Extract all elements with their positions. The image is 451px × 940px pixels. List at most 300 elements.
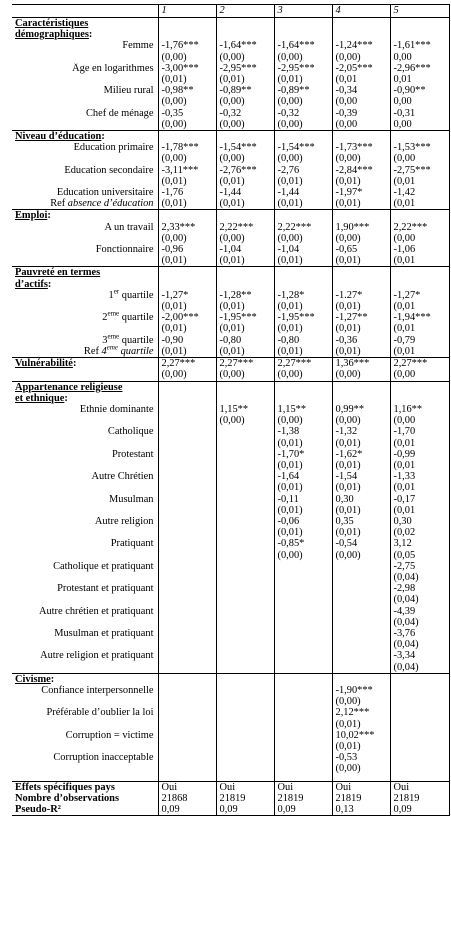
se-cell [158,550,216,561]
coef-cell: -0,11 [274,494,332,505]
ordinal-suffix: ème [107,312,120,318]
footer-cell: 21868 [158,793,216,804]
se-row [12,52,449,63]
footer-label: Pseudo-R² [12,804,158,816]
se-cell [216,482,274,493]
coef-cell [158,471,216,482]
coef-cell [158,752,216,763]
se-row [12,323,449,334]
se-cell: (0,00 [332,96,390,107]
coef-cell [216,426,274,437]
empty-cell [274,210,332,222]
section-colon: : [50,673,55,685]
coef-row [12,494,449,505]
empty-label [12,572,158,583]
coef-cell [216,707,274,718]
coef-cell: (0,01) [274,346,332,358]
se-cell [158,662,216,674]
se-row [12,176,449,187]
coef-cell: -0,65 [332,244,390,255]
se-row [12,74,449,85]
section-header-row [12,18,449,41]
coef-cell [158,628,216,639]
coef-cell: -0,06 [274,516,332,527]
coef-cell: 1,15** [274,404,332,415]
coef-cell [216,685,274,696]
coef-cell [390,752,449,763]
coef-cell: -2,75*** [390,165,449,176]
coef-cell [216,628,274,639]
empty-cell [158,131,216,143]
se-cell: (0,01) [216,74,274,85]
se-cell: (0,01) [158,74,216,85]
se-cell: (0,01 [390,323,449,334]
se-cell: (0,00) [216,52,274,63]
coef-cell [158,685,216,696]
coef-cell [158,561,216,572]
coef-cell [158,449,216,460]
ordinal-suffix: ème [107,334,120,341]
se-cell: (0,01) [216,255,274,267]
footer-cell: 0,09 [274,804,332,816]
se-row [12,438,449,449]
se-cell [390,719,449,730]
se-cell [158,415,216,426]
empty-cell [216,267,274,290]
coef-row [12,685,449,696]
se-cell: (0,01 [390,176,449,187]
se-cell: (0,01) [274,482,332,493]
empty-label [12,153,158,164]
se-cell: (0,01) [332,482,390,493]
coef-cell: -0,80 [216,335,274,346]
coef-cell: -0,17 [390,494,449,505]
se-cell: (0,00) [332,763,390,774]
coef-cell [274,685,332,696]
empty-label [12,460,158,471]
coef-row [12,404,449,415]
coef-cell [274,707,332,718]
empty-label [12,639,158,650]
section-title-line: d’actifs [15,278,48,290]
section-title-text: Civisme [15,673,51,685]
se-cell: (0,01) [274,460,332,471]
empty-label [12,52,158,63]
section-title [12,267,158,290]
se-cell: (0,00) [216,119,274,131]
coef-row [12,335,449,346]
empty-cell [390,210,449,222]
se-cell: (0,00) [332,696,390,707]
se-cell: (0,01 [332,74,390,85]
se-cell [158,460,216,471]
footer-cell: 0,09 [216,804,274,816]
se-cell [216,438,274,449]
row-label: A un travail [12,222,158,233]
coef-cell: -1,44 [216,187,274,198]
header-row [12,5,449,18]
coef-cell [274,583,332,594]
coef-cell [274,752,332,763]
footer-cell: 0,09 [390,804,449,816]
se-cell: (0,00) [158,153,216,164]
section-title [12,381,158,404]
coef-cell: -2,76*** [216,165,274,176]
se-cell: (0,01) [216,176,274,187]
row-label: Catholique [12,426,158,437]
quartile-number: 2 [102,312,108,324]
se-cell: (0,01) [274,176,332,187]
se-cell: (0,01 [390,255,449,267]
quartile-word: quartile [119,334,154,346]
coef-cell: -0,80 [274,335,332,346]
coef-cell: -1,94*** [390,312,449,323]
coef-row [12,650,449,661]
se-cell: (0,01) [274,505,332,516]
se-cell [216,639,274,650]
coef-cell: -0,90 [158,335,216,346]
coef-cell: -2,76 [274,165,332,176]
empty-cell [390,131,449,143]
se-row [12,550,449,561]
coef-cell: -1,95*** [274,312,332,323]
coef-cell: (0,01) [216,346,274,358]
se-cell: (0,00) [274,233,332,244]
se-cell: (0,01) [332,438,390,449]
row-label: Milieu rural [12,85,158,96]
table-body [12,5,449,816]
coef-cell: -1,78*** [158,142,216,153]
section-title-line: démographiques [15,29,89,41]
footer-cell: 21819 [216,793,274,804]
se-cell: (0,01) [274,438,332,449]
section-title [12,673,158,685]
coef-cell: -3,00*** [158,63,216,74]
se-row [12,255,449,267]
coef-row [12,244,449,255]
se-row [12,719,449,730]
coef-row [12,426,449,437]
row-label: Pratiquant [12,538,158,549]
empty-label [12,696,158,707]
quartile-label [109,290,154,301]
row-label: Autre Chrétien [12,471,158,482]
quartile-word: quartile [119,289,154,301]
se-cell [158,438,216,449]
empty-cell [274,267,332,290]
coef-cell: -1,53*** [390,142,449,153]
coef-row [12,752,449,763]
row-label [12,346,158,358]
coef-cell: -1,44 [274,187,332,198]
coef-row [12,85,449,96]
se-cell [158,639,216,650]
coef-cell [332,628,390,639]
empty-label [12,527,158,538]
coef-cell: 2,22*** [274,222,332,233]
coef-cell: -1,28** [216,290,274,301]
se-cell: (0,00) [332,550,390,561]
row-label: Fonctionnaire [12,244,158,255]
coef-cell: -0,89** [216,85,274,96]
se-cell: (0,00) [332,233,390,244]
coef-cell [158,494,216,505]
coef-row [12,108,449,119]
se-row [12,527,449,538]
coef-cell [216,730,274,741]
coef-cell: -1,27** [332,312,390,323]
se-cell: (0,01) [332,301,390,312]
coef-cell [216,752,274,763]
empty-cell [390,18,449,41]
coef-cell: 0,30 [390,516,449,527]
se-cell: (0,04) [390,617,449,628]
coef-cell: 0,35 [332,516,390,527]
row-label [12,312,158,323]
coef-cell: -1,97* [332,187,390,198]
quartile-label [102,335,153,346]
empty-label [12,369,158,381]
se-cell: (0,01) [216,301,274,312]
se-cell [158,505,216,516]
row-label: Protestant et pratiquant [12,583,158,594]
se-cell: (0,00 [390,369,449,381]
se-row [12,482,449,493]
coef-cell: -1,76 [158,187,216,198]
se-cell [158,763,216,774]
se-cell [216,763,274,774]
coef-row [12,561,449,572]
ordinal-suffix: ème [106,345,118,352]
coef-cell: -1.27* [332,290,390,301]
empty-label [12,594,158,605]
empty-cell [158,210,216,222]
empty-label [12,763,158,774]
se-cell: (0,00) [332,153,390,164]
coef-cell: 2,27*** [158,358,216,370]
se-cell: (0,00 [332,119,390,131]
coef-cell: (0,01) [274,198,332,210]
section-title-text: Vulnérabilité [15,358,73,370]
coef-cell: -0,31 [390,108,449,119]
quartile-number: 3 [102,334,108,346]
coef-cell [216,650,274,661]
row-label: Education universitaire [12,187,158,198]
se-cell [390,741,449,752]
coef-cell [158,538,216,549]
section-header-row [12,358,449,370]
se-cell [332,617,390,628]
coef-cell [158,516,216,527]
coef-cell [216,606,274,617]
coef-cell [158,650,216,661]
coef-cell: 2,27*** [274,358,332,370]
row-label: Protestant [12,449,158,460]
se-cell [274,741,332,752]
coef-cell: -1,61*** [390,40,449,51]
coef-cell: (0,01 [390,198,449,210]
coef-row [12,187,449,198]
empty-label [12,719,158,730]
coef-cell: -1,95*** [216,312,274,323]
empty-cell [158,673,216,685]
quartile-word: quartile [119,312,154,324]
coef-cell: 1,90*** [332,222,390,233]
se-cell [216,527,274,538]
se-cell [216,617,274,628]
coef-row [12,730,449,741]
empty-label [12,301,158,312]
coef-cell: -0,34 [332,85,390,96]
column-header: 3 [274,5,332,18]
se-cell: (0,00 [390,233,449,244]
row-label: Education primaire [12,142,158,153]
se-cell: 0,01 [390,74,449,85]
coef-cell: -1,76*** [158,40,216,51]
coef-cell [274,650,332,661]
empty-label [12,323,158,334]
se-cell [158,594,216,605]
se-cell [390,763,449,774]
empty-cell [216,381,274,404]
coef-cell: (0,01) [158,198,216,210]
se-row [12,617,449,628]
coef-cell: -0,90** [390,85,449,96]
coef-cell: -1,54 [332,471,390,482]
se-row [12,153,449,164]
coef-cell [216,471,274,482]
se-row [12,662,449,674]
coef-row [12,583,449,594]
coef-cell: -2,75 [390,561,449,572]
coef-cell: -2,00*** [158,312,216,323]
empty-label [12,255,158,267]
coef-row [12,165,449,176]
se-cell: (0,02 [390,527,449,538]
se-cell: (0,00) [158,52,216,63]
coef-cell: -1,28* [274,290,332,301]
se-cell: (0,01) [158,255,216,267]
section-header-row [12,381,449,404]
coef-cell: -0,89** [274,85,332,96]
footer-row [12,781,449,793]
coef-cell: -2,98 [390,583,449,594]
coef-cell [274,561,332,572]
empty-label [12,617,158,628]
empty-cell [274,381,332,404]
footer-label: Nombre d’observations [12,793,158,804]
se-cell: (0,00) [216,415,274,426]
se-cell [158,719,216,730]
coef-cell: -0,39 [332,108,390,119]
se-cell: (0,04) [390,572,449,583]
coef-cell [216,561,274,572]
coef-cell: -3,34 [390,650,449,661]
coef-cell: (0,01) [216,198,274,210]
section-title [12,210,158,222]
coef-row [12,516,449,527]
empty-cell [332,210,390,222]
coef-cell: -1,62* [332,449,390,460]
empty-label [12,176,158,187]
section-title [12,18,158,41]
coef-cell: 0,30 [332,494,390,505]
coef-cell: -1,70 [390,426,449,437]
empty-label [12,550,158,561]
se-cell: (0,01) [332,176,390,187]
coef-cell: -3,11*** [158,165,216,176]
coef-row [12,198,449,210]
se-cell: (0,00) [274,52,332,63]
se-cell [216,594,274,605]
coef-cell: 2,33*** [158,222,216,233]
se-row [12,415,449,426]
se-cell: (0,00) [274,96,332,107]
se-cell: (0,01) [274,255,332,267]
se-cell: (0,01) [332,323,390,334]
section-title-line: Appartenance religieuse [15,381,123,393]
coef-cell: -1,04 [216,244,274,255]
se-cell [274,572,332,583]
coef-cell: -0,85* [274,538,332,549]
quartile-label [102,312,153,323]
quartile-label [102,346,154,357]
coef-cell [216,494,274,505]
coef-row [12,471,449,482]
se-cell: (0,00 [390,415,449,426]
row-label: Corruption inacceptable [12,752,158,763]
se-cell: (0,00) [158,96,216,107]
quartile-number: 4 [101,345,107,357]
se-cell [216,662,274,674]
section-header-row [12,210,449,222]
empty-cell [274,673,332,685]
coef-cell: -2,95*** [274,63,332,74]
column-header: 1 [158,5,216,18]
section-header-row [12,131,449,143]
coef-cell: -1,64*** [274,40,332,51]
coef-cell [274,628,332,639]
row-label: Autre religion [12,516,158,527]
se-row [12,460,449,471]
footer-cell: Oui [274,781,332,793]
empty-label [12,74,158,85]
footer-row [12,804,449,816]
empty-cell [216,131,274,143]
footer-row [12,793,449,804]
row-label: Ethnie dominante [12,404,158,415]
coef-cell [216,538,274,549]
se-cell: (0,00) [158,369,216,381]
section-colon: : [47,278,52,290]
section-header-row [12,267,449,290]
se-row [12,741,449,752]
se-cell: (0,01) [332,255,390,267]
coef-cell: 2,27*** [390,358,449,370]
coef-cell: -1,06 [390,244,449,255]
se-cell: (0,00) [274,369,332,381]
coef-cell [158,707,216,718]
se-cell: (0,01) [332,460,390,471]
coef-cell: (0,01 [390,346,449,358]
coef-cell: -2,05*** [332,63,390,74]
footer-cell: Oui [390,781,449,793]
coef-cell [332,650,390,661]
se-cell [158,741,216,752]
se-cell [216,696,274,707]
section-header-row [12,673,449,685]
coef-cell: -1,33 [390,471,449,482]
